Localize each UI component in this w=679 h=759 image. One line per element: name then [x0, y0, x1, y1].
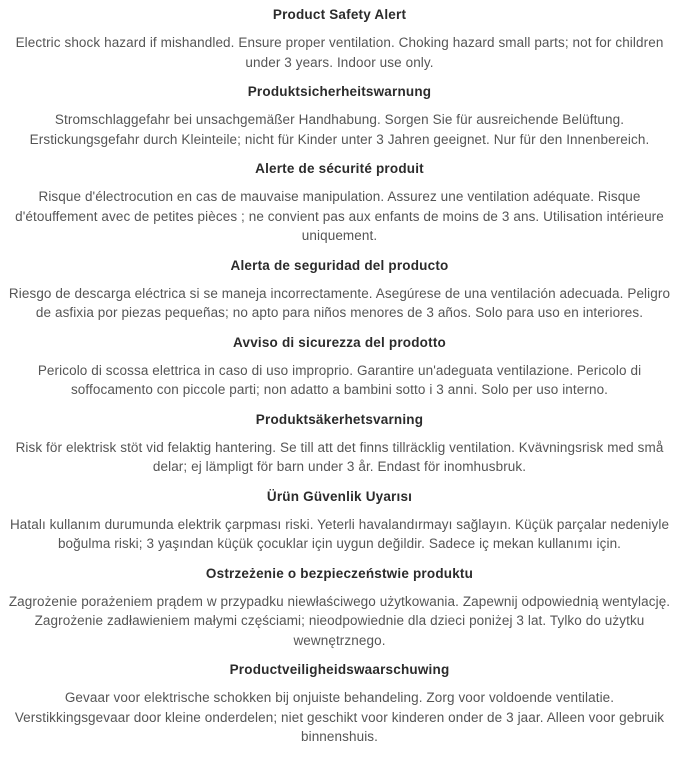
- safety-section-spanish: [7, 256, 672, 323]
- section-body-german: Stromschlaggefahr bei unsachgemäßer Handhabung. Sorgen Sie für ausreichende Belüftung. Erstickungsgefahr durch Kleinteile; nicht für Kinder unter 3 Jahren geeignet. Nur für den Innenbereich.: [29, 112, 650, 147]
- section-heading-french: Alerte de sécurité produit: [255, 161, 424, 176]
- section-heading-english: Product Safety Alert: [272, 7, 407, 22]
- safety-section-french: [7, 159, 672, 246]
- section-body-english: Electric shock hazard if mishandled. Ensure proper ventilation. Choking hazard small parts; not for children under 3 years. Indoor use only.: [15, 35, 664, 70]
- section-body-italian: Pericolo di scossa elettrica in caso di uso improprio. Garantire un'adeguata ventilazione. Pericolo di soffocamento con piccole parti; non adatto a bambini sotto i 3 anni. Solo per uso interno.: [37, 362, 642, 397]
- section-body-swedish: Risk för elektrisk stöt vid felaktig hantering. Se till att det finns tillräcklig ventilation. Kvävningsrisk med små delar; ej lämpligt för barn under 3 år. Endast för inomhusbruk.: [15, 439, 664, 474]
- section-heading-polish: Ostrzeżenie o bezpieczeństwie produktu: [205, 565, 474, 581]
- safety-section-turkish: [7, 487, 672, 554]
- section-heading-italian: Avviso di sicurezza del prodotto: [233, 334, 446, 350]
- safety-section-english: [7, 5, 672, 72]
- safety-section-dutch: [7, 660, 672, 747]
- section-body-spanish: Riesgo de descarga eléctrica si se maneja incorrectamente. Asegúrese de una ventilación adecuada. Peligro de asfixia por piezas pequeñas; no apto para niños menores de 3 años. Solo para uso en interiores.: [8, 285, 671, 320]
- section-heading-turkish: Ürün Güvenlik Uyarısı: [266, 488, 413, 504]
- safety-section-italian: [7, 333, 672, 400]
- section-body-polish: Zagrożenie porażeniem prądem w przypadku niewłaściwego użytkowania. Zapewnij odpowiednią wentylację. Zagrożenie zadławieniem małymi częściami; nieodpowiednie dla dzieci poniżej 3 lat. Tylko do użytku wewnętrznego.: [8, 593, 671, 648]
- safety-section-german: [7, 82, 672, 149]
- section-body-dutch: Gevaar voor elektrische schokken bij onjuiste behandeling. Zorg voor voldoende ventilatie. Verstikkingsgevaar door kleine onderdelen; niet geschikt voor kinderen onder de 3 jaar. Alleen voor gebruik binnenshuis.: [14, 690, 665, 744]
- section-heading-swedish: Produktsäkerhetsvarning: [255, 411, 424, 427]
- section-heading-dutch: Productveiligheidswaarschuwing: [229, 662, 450, 677]
- section-heading-spanish: Alerta de seguridad del producto: [230, 257, 449, 273]
- safety-section-swedish: [7, 410, 672, 477]
- section-heading-german: Produktsicherheitswarnung: [247, 84, 432, 99]
- section-body-french: Risque d'électrocution en cas de mauvaise manipulation. Assurez une ventilation adéquate. Risque d'étouffement avec de petites pièces ; ne convient pas aux enfants de moins de 3 ans. Utilisation intérieure uniquement.: [15, 189, 664, 243]
- safety-section-polish: [7, 564, 672, 651]
- section-body-turkish: Hatalı kullanım durumunda elektrik çarpması riski. Yeterli havalandırmayı sağlayın. Küçük parçalar nedeniyle boğulma riski; 3 yaşından küçük çocuklar için uygun değildir. Sadece iç mekan kullanımı için.: [9, 516, 670, 551]
